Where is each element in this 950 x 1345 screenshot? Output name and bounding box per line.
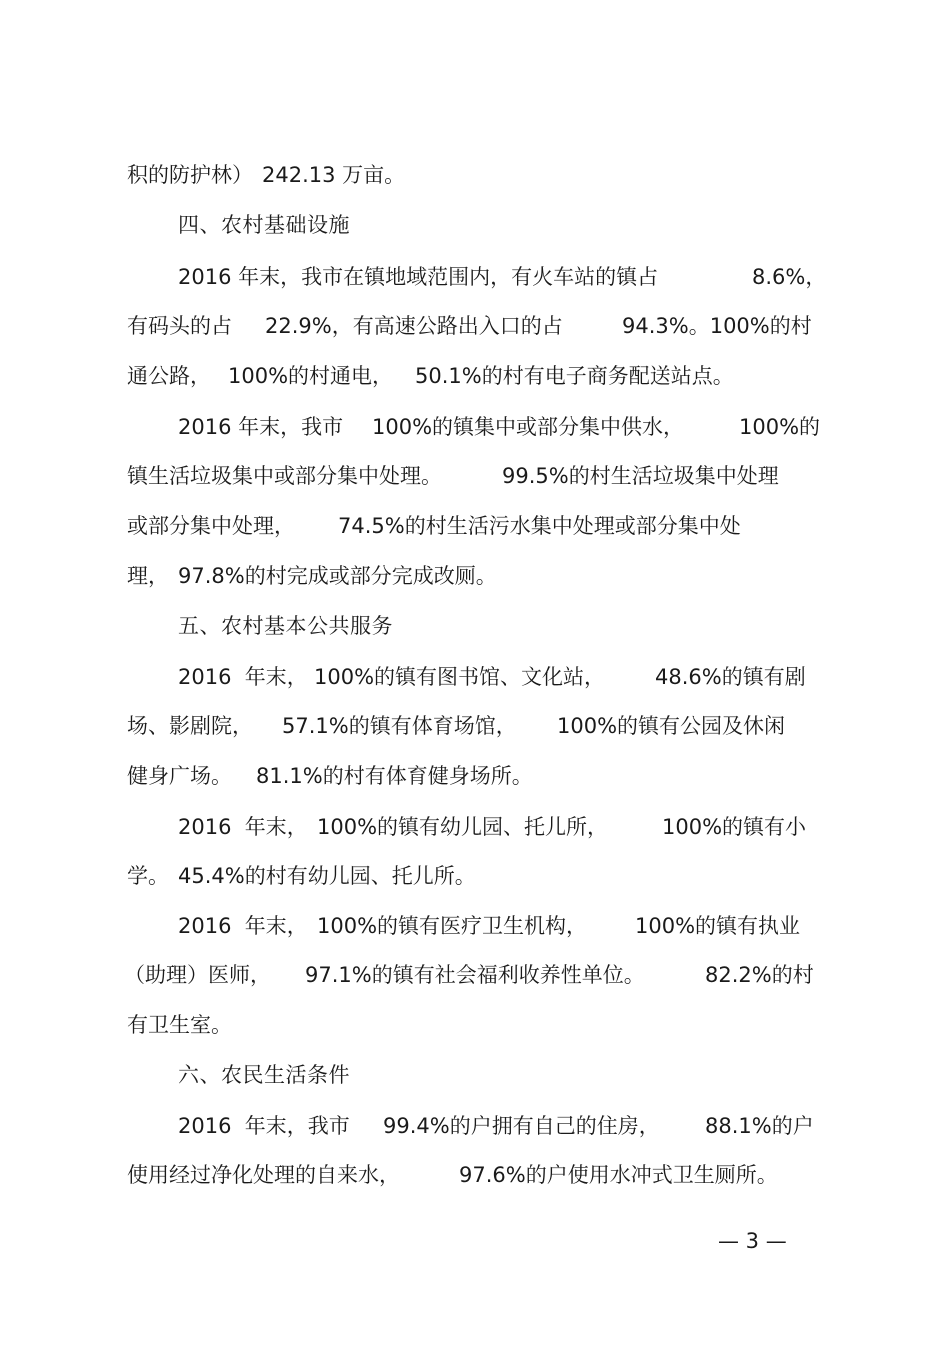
text-line: [0, 759, 950, 793]
text-segment: 99.5%的村生活垃圾集中处理: [502, 464, 779, 488]
text-segment: 100%的镇有幼儿园、托儿所，: [317, 815, 609, 839]
text-segment: 2016 年末，我市在镇地域范围内，有火车站的镇占: [178, 265, 659, 289]
text-line: [0, 459, 950, 493]
text-segment: 82.2%的村: [705, 963, 814, 987]
text-segment: 2016 年末，: [178, 914, 308, 938]
text-segment: 有卫生室。: [127, 1013, 232, 1037]
section-heading: [0, 1058, 950, 1092]
text-line: [0, 309, 950, 343]
text-segment: 2016 年末，: [178, 815, 308, 839]
text-segment: 97.6%的户使用水冲式卫生厕所。: [459, 1163, 778, 1187]
text-segment: 45.4%的村有幼儿园、托儿所。: [178, 864, 476, 888]
text-segment: 2016 年末，我市: [178, 415, 344, 439]
text-segment: 100%的镇有执业: [635, 914, 801, 938]
text-segment: 8.6%，: [752, 265, 827, 289]
text-segment: 积的防护林）: [127, 163, 253, 187]
text-segment: 48.6%的镇有剧: [655, 665, 806, 689]
text-segment: 通公路，: [127, 364, 211, 388]
text-line: [0, 859, 950, 893]
section-heading-text: 五、农村基本公共服务: [178, 614, 393, 638]
text-segment: 镇生活垃圾集中或部分集中处理。: [127, 464, 442, 488]
text-line: [0, 359, 950, 393]
text-segment: 场、影剧院，: [127, 714, 253, 738]
text-segment: 94.3%。100%的村: [622, 314, 812, 338]
text-segment: 或部分集中处理，: [127, 514, 295, 538]
page-number: — 3 —: [718, 1229, 787, 1253]
text-segment: 97.1%的镇有社会福利收养性单位。: [305, 963, 645, 987]
section-heading-text: 四、农村基础设施: [178, 213, 350, 237]
text-segment: 使用经过净化处理的自来水，: [127, 1163, 400, 1187]
text-segment: 学。: [127, 864, 169, 888]
text-line: [0, 410, 950, 444]
text-segment: 242.13 万亩。: [262, 163, 406, 187]
text-segment: 97.8%的村完成或部分完成改厕。: [178, 564, 497, 588]
text-line: [0, 1008, 950, 1042]
text-line: [0, 909, 950, 943]
text-line: [0, 158, 950, 192]
text-segment: 81.1%的村有体育健身场所。: [256, 764, 533, 788]
text-segment: 99.4%的户拥有自己的住房，: [383, 1114, 660, 1138]
text-segment: 100%的村通电，: [228, 364, 394, 388]
text-segment: 100%的镇有小: [662, 815, 807, 839]
section-heading: [0, 609, 950, 643]
text-segment: 2016 年末，: [178, 665, 308, 689]
text-segment: 健身广场。: [127, 764, 232, 788]
section-heading-text: 六、农民生活条件: [178, 1063, 350, 1087]
text-segment: 22.9%，有高速公路出入口的占: [265, 314, 563, 338]
section-heading: [0, 208, 950, 242]
text-segment: 有码头的占: [127, 314, 232, 338]
text-line: [0, 1158, 950, 1192]
text-segment: 理，: [127, 564, 169, 588]
text-line: [0, 810, 950, 844]
text-segment: 100%的镇有图书馆、文化站，: [314, 665, 606, 689]
text-line: [0, 958, 950, 992]
text-line: [0, 559, 950, 593]
text-segment: 88.1%的户: [705, 1114, 814, 1138]
text-segment: 100%的镇有公园及休闲: [557, 714, 786, 738]
text-line: [0, 1109, 950, 1143]
text-segment: 50.1%的村有电子商务配送站点。: [415, 364, 734, 388]
text-segment: 100%的镇有医疗卫生机构，: [317, 914, 588, 938]
text-line: [0, 709, 950, 743]
text-segment: 57.1%的镇有体育场馆，: [282, 714, 517, 738]
text-segment: 74.5%的村生活污水集中处理或部分集中处: [338, 514, 741, 538]
text-segment: 2016 年末，我市: [178, 1114, 350, 1138]
text-line: [0, 660, 950, 694]
text-segment: 100%的镇集中或部分集中供水，: [372, 415, 685, 439]
text-segment: 100%的: [739, 415, 821, 439]
text-line: [0, 260, 950, 294]
text-segment: （助理）医师，: [124, 963, 271, 987]
text-line: [0, 509, 950, 543]
